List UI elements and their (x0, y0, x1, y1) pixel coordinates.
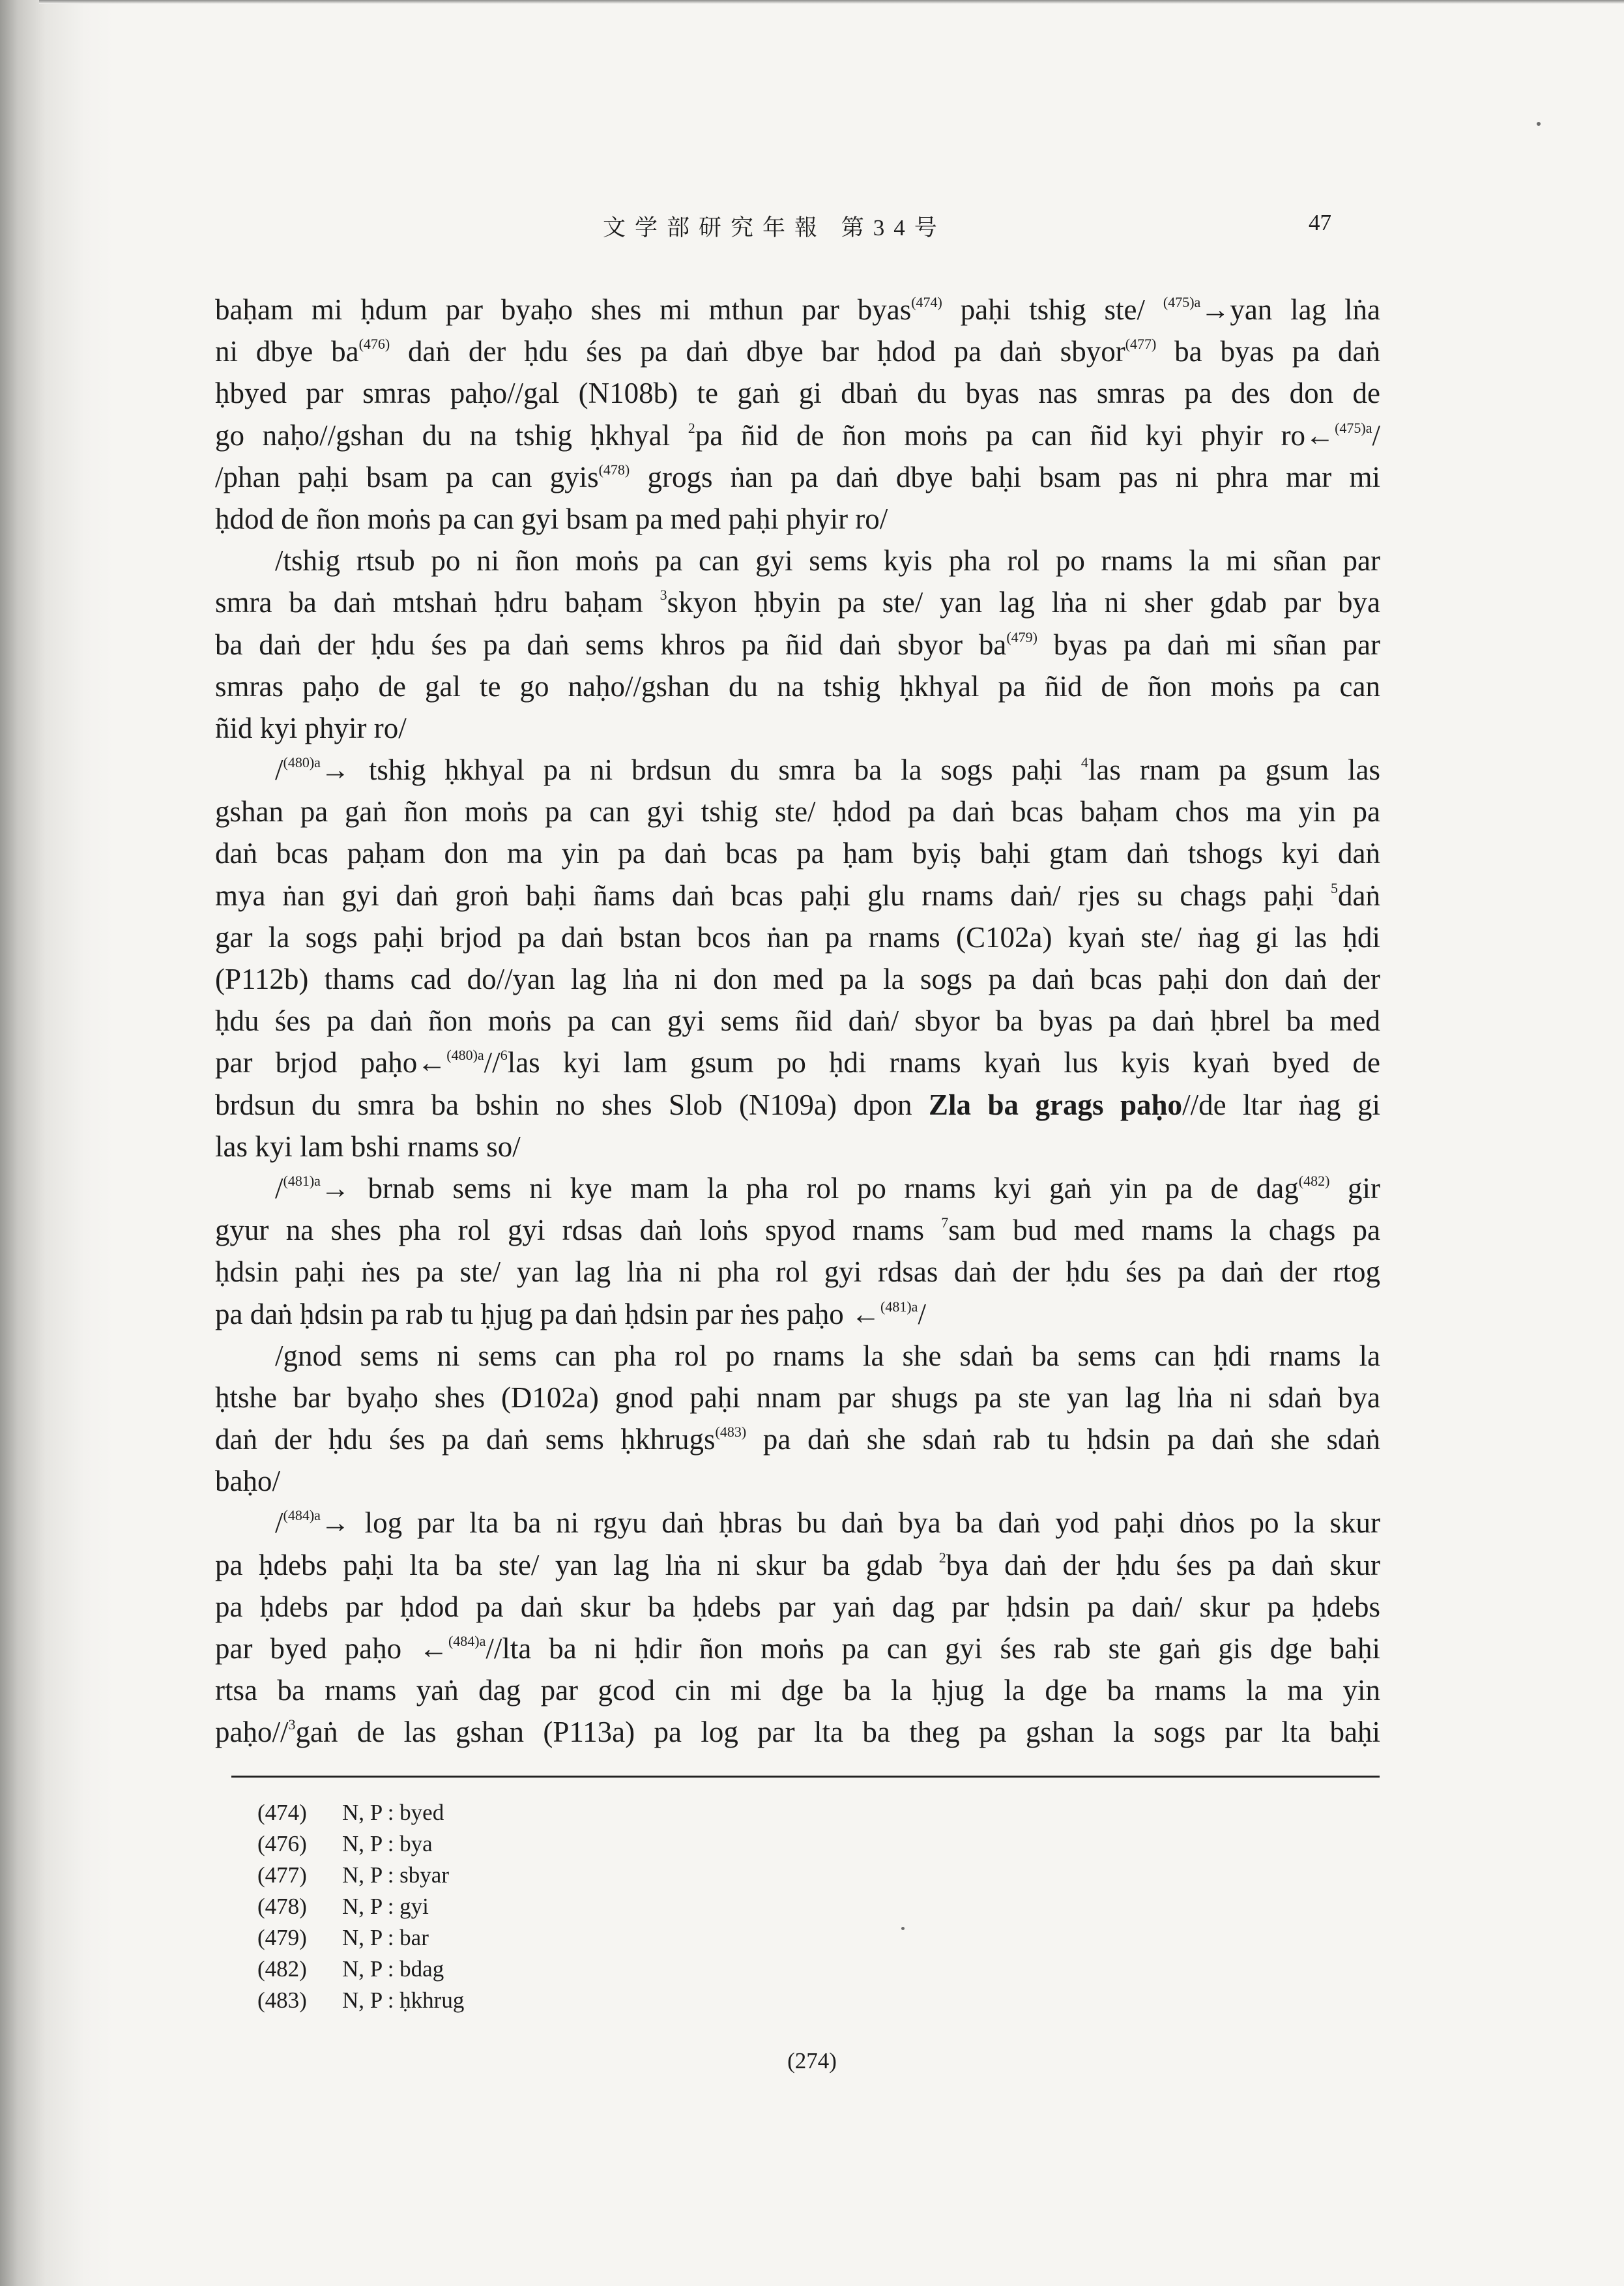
text-line: paḥo//$^3$gaṅ de las gshan (P113a) pa log par lta ba theg pa gshan la sogs par lta baḥi (215, 1716, 1380, 1749)
text-line: brdsun du smra ba bshin no shes Slob (N109a) dpon Zla ba grags paḥo//de ltar ṅag gi (215, 1088, 1380, 1121)
footnote-text: N, P : gyi (342, 1894, 429, 1919)
footnote-number: (477) (257, 1862, 307, 1888)
scan-speck (1537, 122, 1541, 126)
scan-top-edge (39, 0, 1624, 4)
text-line: /gnod sems ni sems can pha rol po rnams la she sdaṅ ba sems can ḥdi rnams la (275, 1339, 1380, 1372)
text-line: /$^{(484)a}$→ log par lta ba ni rgyu daṅ ḥbras bu daṅ bya ba daṅ yod paḥi dṅos po la skur (275, 1506, 1380, 1540)
line-tail: //de ltar ṅag gi (1182, 1088, 1380, 1121)
text-line: pa ḥdebs par ḥdod pa daṅ skur ba ḥdebs par yaṅ dag par ḥdsin pa daṅ/ skur pa ḥdebs (215, 1590, 1380, 1623)
footnote (257, 1797, 464, 1828)
text-line: gar la sogs paḥi brjod pa daṅ bstan bcos ṅan pa rnams (C102a) kyaṅ ste/ ṅag gi las ḥdi (215, 920, 1380, 954)
text-line: go naḥo//gshan du na tshig ḥkhyal $^2$pa ñid de ñon moṅs pa can ñid kyi phyir ro←$^{(475)a}$/ (215, 418, 1380, 452)
footnote-rule (231, 1776, 1380, 1778)
body-text (215, 289, 1380, 1753)
scan-page-edge-shadow (0, 0, 114, 2286)
text-line: pa ḥdebs paḥi lta ba ste/ yan lag lṅa ni skur ba gdab $^2$bya daṅ der ḥdu śes pa daṅ skur (215, 1548, 1380, 1581)
footer-page-label: (274) (787, 2048, 837, 2074)
footnote-number: (474) (257, 1800, 307, 1825)
footnote (257, 1860, 464, 1891)
text-line: baḥam mi ḥdum par byaḥo shes mi mthun par byas$^{(474)}$ paḥi tshig ste/ $^{(475)a}$→yan lag lṅa (215, 293, 1380, 326)
footnote-text: N, P : bdag (342, 1956, 444, 1982)
text-line: /$^{(481)a}$→ brnab sems ni kye mam la pha rol po rnams kyi gaṅ yin pa de dag$^{(482)}$ gir (275, 1171, 1380, 1205)
text-line: daṅ bcas paḥam don ma yin pa daṅ bcas pa ḥam byiṣ baḥi gtam daṅ tshogs kyi daṅ (215, 837, 1380, 870)
text-line: par byed paḥo ←$^{(484)a}$//lta ba ni ḥdir ñon moṅs pa can gyi śes rab ste gaṅ gis dge baḥi (215, 1632, 1381, 1665)
text-line: gyur na shes pha rol gyi rdsas daṅ loṅs spyod rnams $^7$sam bud med rnams la chags pa (215, 1214, 1380, 1247)
footnote (257, 1954, 464, 1985)
page-number: 47 (1309, 210, 1331, 235)
text-line: par brjod paḥo←$^{(480)a}$//$^6$las kyi lam gsum po ḥdi rnams kyaṅ lus kyis kyaṅ byed de (215, 1046, 1380, 1079)
footnote-number: (476) (257, 1831, 307, 1856)
footnote-text: N, P : bar (342, 1925, 429, 1950)
page-footer (0, 2048, 1624, 2074)
text-line: /$^{(480)a}$→ tshig ḥkhyal pa ni brdsun du smra ba la sogs paḥi $^4$las rnam pa gsum las (275, 754, 1380, 787)
text-line: ni dbye $ba^{(476)}$ daṅ der ḥdu śes pa daṅ dbye bar ḥdod pa daṅ sbyor$^{(477)}$ ba byas pa daṅ (215, 335, 1381, 368)
text-line: /phan paḥi bsam pa can gyis$^{(478)}$ grogs ṅan pa daṅ dbye baḥi bsam pas ni phra mar mi (215, 460, 1380, 493)
scan-speck (901, 1927, 905, 1930)
running-header (0, 210, 1624, 244)
text-line: mya ṅan gyi daṅ groṅ baḥi ñams daṅ bcas paḥi glu rnams daṅ/ rjes su chags paḥi $^5$daṅ (215, 879, 1380, 912)
text-line: /tshig rtsub po ni ñon moṅs pa can gyi sems kyis pha rol po rnams la mi sñan par (275, 544, 1380, 578)
footnote-text: N, P : sbyar (342, 1862, 449, 1888)
footnote (257, 1891, 464, 1922)
text-line: las kyi lam bshi rnams so/ (215, 1130, 521, 1163)
text-line: ba daṅ der ḥdu śes pa daṅ sems khros pa ñid daṅ sbyor $ba^{(479)}$ byas pa daṅ mi sñan par (215, 628, 1381, 661)
text-line: ḥdsin paḥi ṅes pa ste/ yan lag lṅa ni pha rol gyi rdsas daṅ der ḥdu śes pa daṅ der rtog (215, 1255, 1380, 1289)
text-line: ḥbyed par smras paḥo//gal (N108b) te gaṅ gi dbaṅ du byas nas smras pa des don de (215, 377, 1380, 410)
text-line: ñid kyi phyir ro/ (215, 711, 407, 744)
footnote (257, 1828, 464, 1860)
text-line: ḥdod de ñon moṅs pa can gyi bsam pa med paḥi phyir ro/ (215, 502, 888, 535)
footnote-number: (479) (257, 1925, 307, 1950)
bold-name: Zla ba grags paḥo (928, 1088, 1183, 1121)
footnote (257, 1985, 464, 2016)
text-line: rtsa ba rnams yaṅ dag par gcod cin mi dge ba la ḥjug la dge ba rnams la ma yin (215, 1674, 1380, 1707)
journal-title: 文学部研究年報 第34号 (603, 215, 946, 241)
text-line: ḥdu śes pa daṅ ñon moṅs pa can gyi sems ñid daṅ/ sbyor ba byas pa daṅ ḥbrel ba med (215, 1004, 1380, 1038)
text-line: ḥtshe bar byaḥo shes (D102a) gnod paḥi nnam par shugs pa ste yan lag lṅa ni sdaṅ bya (215, 1381, 1380, 1414)
text-line: daṅ der ḥdu śes pa daṅ sems ḥkhrugs$^{(483)}$ pa daṅ she sdaṅ rab tu ḥdsin pa daṅ she sdaṅ (215, 1423, 1381, 1456)
text-line: gshan pa gaṅ ñon moṅs pa can gyi tshig ste/ ḥdod pa daṅ bcas baḥam chos ma yin pa (215, 795, 1380, 828)
text-line: smra ba daṅ mtshaṅ ḥdru baḥam $^3$skyon ḥbyin pa ste/ yan lag lṅa ni sher gdab par bya (215, 586, 1380, 619)
text-line: smras paḥo de gal te go naḥo//gshan du na tshig ḥkhyal pa ñid de ñon moṅs pa can (215, 669, 1380, 703)
text-line: (P112b) thams cad do//yan lag lṅa ni don med pa la sogs pa daṅ bcas paḥi don daṅ der (215, 963, 1380, 995)
footnote-text: N, P : byed (342, 1800, 444, 1825)
footnote-number: (483) (257, 1987, 307, 2013)
footnote-text: N, P : bya (342, 1831, 433, 1856)
footnote-text: N, P : ḥkhrug (342, 1987, 465, 2013)
text-line: pa daṅ ḥdsin pa rab tu ḥjug pa daṅ ḥdsin par ṅes paḥo ←$^{(481)a}$/ (215, 1297, 926, 1330)
footnote-number: (478) (257, 1894, 307, 1919)
text-line: baḥo/ (215, 1465, 280, 1498)
footnote (257, 1922, 464, 1954)
footnote-number: (482) (257, 1956, 307, 1982)
footnotes (257, 1797, 464, 2016)
